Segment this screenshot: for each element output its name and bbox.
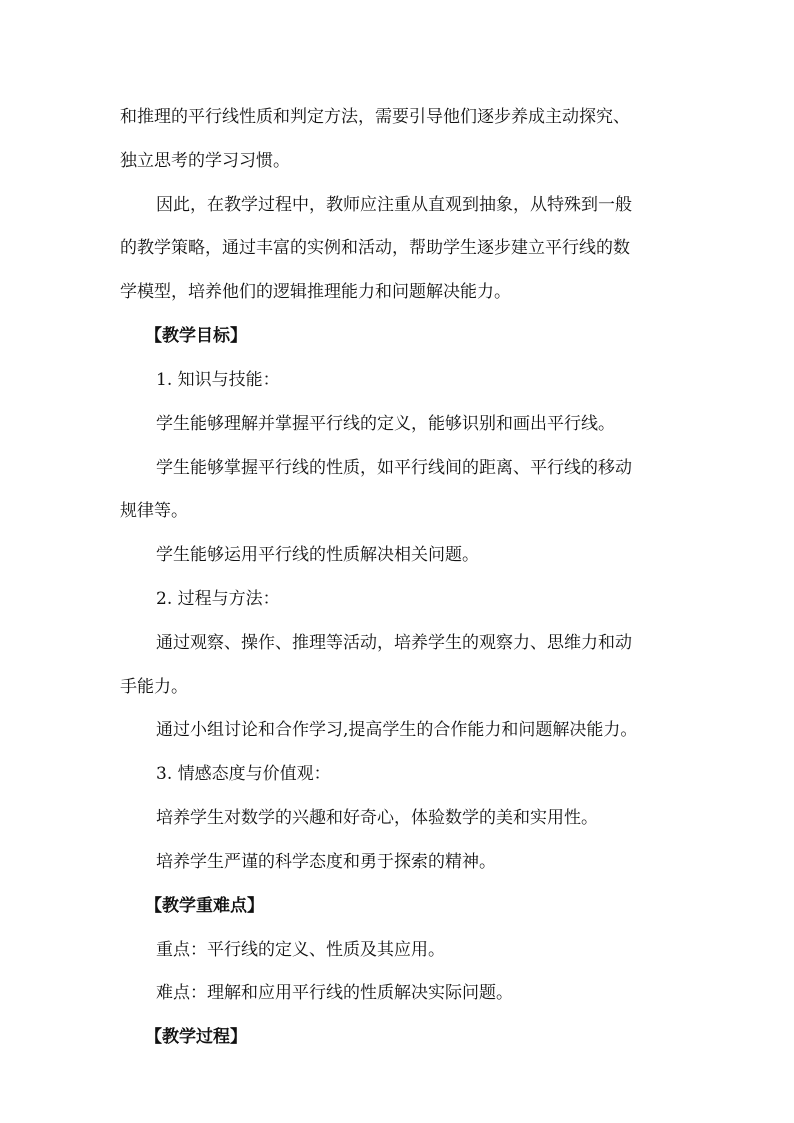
paragraph-line: 独立思考的学习习惯。 (120, 151, 290, 171)
paragraph-line: 因此，在教学过程中，教师应注重从直观到抽象，从特殊到一般 (156, 195, 632, 215)
paragraph-line: 通过观察、操作、推理等活动，培养学生的观察力、思维力和动 (156, 633, 632, 653)
section-heading-teaching-process: 【教学过程】 (145, 1027, 247, 1047)
paragraph-line: 学生能够掌握平行线的性质，如平行线间的距离、平行线的移动 (156, 458, 632, 478)
section-heading-teaching-goals: 【教学目标】 (145, 326, 247, 346)
paragraph-line: 学模型，培养他们的逻辑推理能力和问题解决能力。 (120, 282, 511, 302)
paragraph-line: 的教学策略，通过丰富的实例和活动，帮助学生逐步建立平行线的数 (120, 238, 630, 258)
paragraph-line: 培养学生严谨的科学态度和勇于探索的精神。 (156, 852, 496, 872)
paragraph-line: 手能力。 (120, 677, 188, 697)
paragraph-line: 学生能够理解并掌握平行线的定义，能够识别和画出平行线。 (156, 414, 615, 434)
paragraph-line: 难点：理解和应用平行线的性质解决实际问题。 (156, 983, 513, 1003)
paragraph-line: 学生能够运用平行线的性质解决相关问题。 (156, 545, 479, 565)
paragraph-line: 和推理的平行线性质和判定方法，需要引导他们逐步养成主动探究、 (120, 107, 630, 127)
subheading-knowledge-skills: 1. 知识与技能： (156, 370, 280, 390)
subheading-process-method: 2. 过程与方法： (156, 589, 280, 609)
subheading-emotion-values: 3. 情感态度与价值观： (156, 764, 331, 784)
paragraph-line: 重点：平行线的定义、性质及其应用。 (156, 940, 445, 960)
paragraph-line: 培养学生对数学的兴趣和好奇心，体验数学的美和实用性。 (156, 808, 598, 828)
section-heading-key-points: 【教学重难点】 (145, 896, 264, 916)
paragraph-line: 通过小组讨论和合作学习,提高学生的合作能力和问题解决能力。 (156, 720, 638, 740)
paragraph-line: 规律等。 (120, 501, 188, 521)
